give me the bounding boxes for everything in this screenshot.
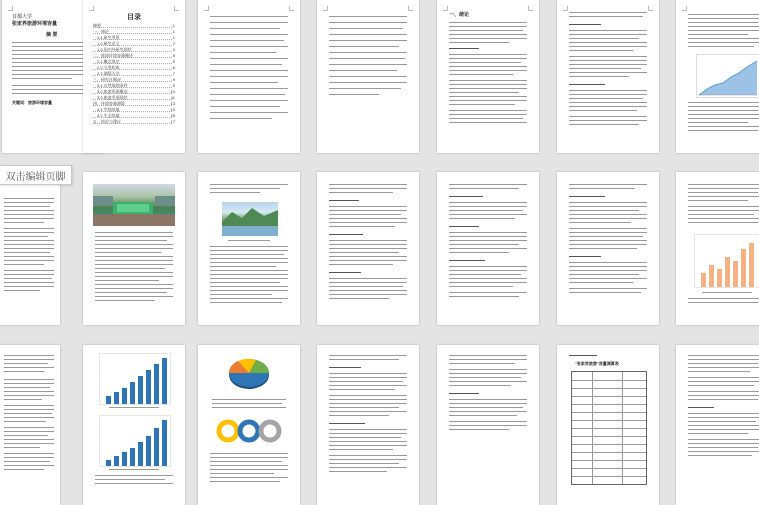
toc-entry[interactable]: 1.1 研究背景 1 <box>93 36 175 41</box>
document-page-12[interactable] <box>437 172 539 325</box>
document-page-18[interactable] <box>317 345 419 505</box>
toc-entry[interactable]: 三、研究区概况 9 <box>93 77 175 82</box>
keywords-line: 关键词：旅游环境容量 <box>12 100 52 105</box>
toc-entry[interactable]: 3.2 旅游资源概况 10 <box>93 90 175 95</box>
document-page-2[interactable] <box>83 0 185 153</box>
toc-entry[interactable]: 摘要 1 <box>93 23 175 28</box>
document-page-8[interactable] <box>0 172 60 325</box>
toc-entry[interactable]: 二、旅游环境容量概述 5 <box>93 53 175 58</box>
toc-entry[interactable]: 1.2 研究意义 2 <box>93 42 175 47</box>
document-page-13[interactable] <box>557 172 659 325</box>
document-page-7[interactable] <box>676 0 759 153</box>
document-page-4[interactable] <box>317 0 419 153</box>
bar-chart-figure <box>99 353 171 405</box>
toc-title: 目录 <box>127 14 141 21</box>
stadium-photo <box>93 184 175 226</box>
toc-entry[interactable]: 2.2 分类构成 6 <box>93 66 175 71</box>
toc-entry[interactable]: 2.3 测算方法 7 <box>93 72 175 77</box>
document-page-5[interactable] <box>437 0 539 153</box>
document-page-16[interactable] <box>83 345 185 505</box>
edit-footer-button[interactable]: 双击编辑页脚 <box>0 165 72 185</box>
document-page-11[interactable] <box>317 172 419 325</box>
donut-charts-figure <box>216 417 282 445</box>
area-chart-figure <box>696 54 759 98</box>
table-title: "张家界旅游"容量测算表 <box>575 361 619 366</box>
toc-entry[interactable]: 2.1 概念界定 5 <box>93 60 175 65</box>
toc-entry[interactable]: 3.3 旅游发展现状 11 <box>93 96 175 101</box>
document-page-15[interactable] <box>0 345 60 505</box>
document-page-14[interactable] <box>676 172 759 325</box>
toc-entry[interactable]: 4.2 生态容量 15 <box>93 114 175 119</box>
toc-entry[interactable]: 一、绪论 1 <box>93 29 175 34</box>
page-header: 首都大学 <box>12 14 33 20</box>
document-page-20[interactable] <box>557 345 659 505</box>
bar-chart-figure <box>694 234 759 288</box>
page-title-line: 张家界旅游环境容量 <box>12 21 58 27</box>
document-page-17[interactable] <box>198 345 300 505</box>
crop-mark <box>8 6 13 11</box>
toc-entry[interactable]: 四、环境容量测算 13 <box>93 101 175 106</box>
document-page-9[interactable] <box>83 172 185 325</box>
document-page-21[interactable] <box>676 345 759 505</box>
lake-photo <box>222 202 278 236</box>
crop-mark <box>174 6 179 11</box>
crop-mark <box>89 6 94 11</box>
toc-entry[interactable]: 3.1 自然地理条件 9 <box>93 84 175 89</box>
section-heading: 一、绪论 <box>449 12 470 18</box>
data-table <box>571 371 647 485</box>
document-page-19[interactable] <box>437 345 539 505</box>
abstract-heading: 摘 要 <box>46 32 58 38</box>
toc-entry[interactable]: 1.3 国内外研究现状 3 <box>93 48 175 53</box>
pie-chart-figure <box>226 353 272 393</box>
document-page-3[interactable] <box>198 0 300 153</box>
toc-entry[interactable]: 4.1 空间容量 13 <box>93 108 175 113</box>
bar-chart-figure <box>99 415 171 467</box>
document-page-10[interactable] <box>198 172 300 325</box>
document-page-6[interactable] <box>557 0 659 153</box>
toc-entry[interactable]: 五、结论与建议 17 <box>93 119 175 124</box>
